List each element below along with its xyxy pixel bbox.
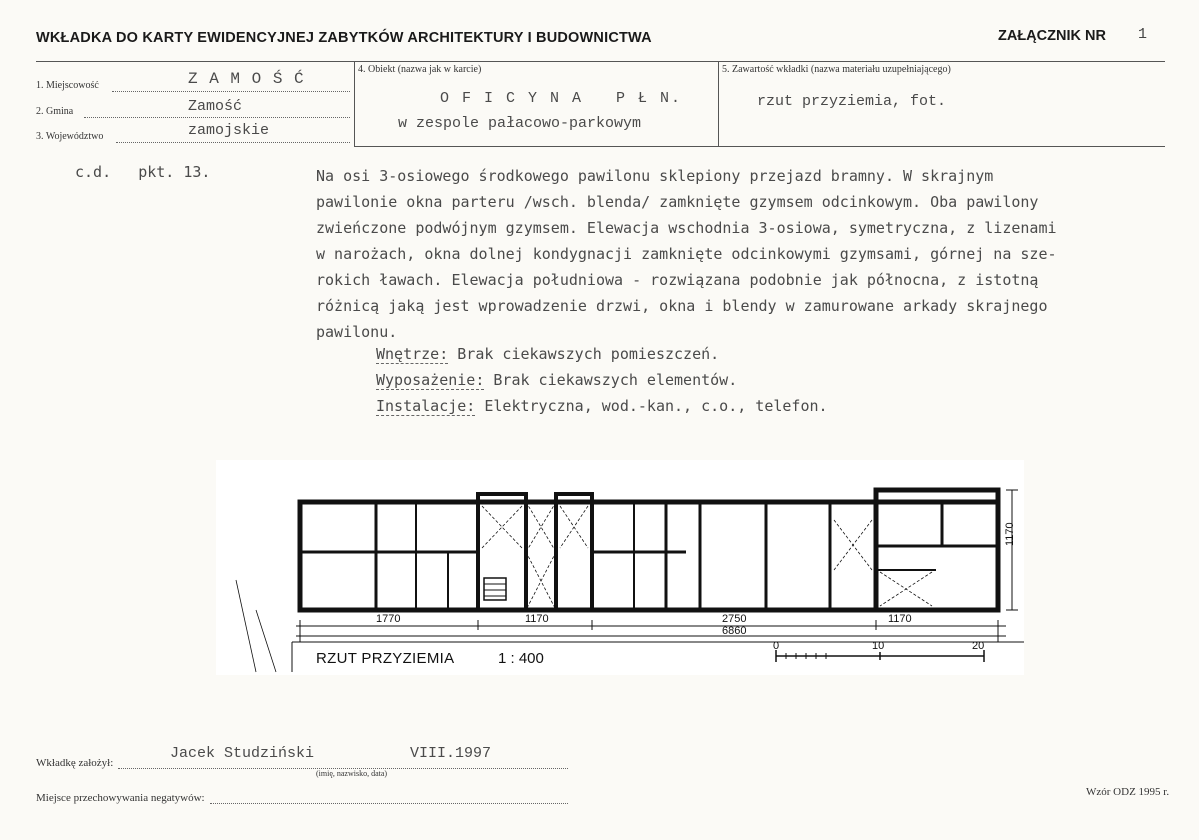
miejscowosc-dots xyxy=(112,91,350,92)
author-hint: (imię, nazwisko, data) xyxy=(316,769,388,778)
dimension-label: 1170 xyxy=(525,613,549,625)
wnetrze-value: Brak ciekawszych pomieszczeń. xyxy=(448,345,720,363)
obiekt-value-context: w zespole pałacowo-parkowym xyxy=(398,115,642,132)
plan-title: RZUT PRZYZIEMIA xyxy=(316,650,455,667)
obiekt-value-name: O F I C Y N A P Ł N. xyxy=(440,90,683,107)
wnetrze-line xyxy=(376,345,719,363)
author-label: Wkładkę założył: xyxy=(36,757,114,769)
description-line: zwieńczone podwójnym gzymsem. Elewacja wschodnia 3-osiowa, symetryczna, z lizenami xyxy=(316,219,1057,237)
storage-dots xyxy=(210,803,568,804)
wyposazenie-value: Brak ciekawszych elementów. xyxy=(484,371,738,389)
description-line: pawilonu. xyxy=(316,323,398,341)
gmina-dots xyxy=(84,117,350,118)
storage-label: Miejsce przechowywania negatywów: xyxy=(36,792,205,804)
instalacje-value: Elektryczna, wod.-kan., c.o., telefon. xyxy=(475,397,828,415)
gmina-value: Zamość xyxy=(188,98,243,115)
wyposazenie-label: Wyposażenie: xyxy=(376,371,485,389)
zawartosc-label: 5. Zawartość wkładki (nazwa materiału uzupełniającego) xyxy=(722,64,951,75)
card-title: WKŁADKA DO KARTY EWIDENCYJNEJ ZABYTKÓW ARCHITEKTURY I BUDOWNICTWA xyxy=(36,30,652,46)
dimension-label: 1770 xyxy=(376,613,401,625)
form-top-line xyxy=(36,61,1165,62)
dimension-height-label: 1170 xyxy=(1004,522,1016,546)
dimension-label: 2750 xyxy=(722,613,747,625)
wyposazenie-line xyxy=(376,371,737,389)
zawartosc-value: rzut przyziemia, fot. xyxy=(757,93,947,110)
form-id: Wzór ODZ 1995 r. xyxy=(1086,786,1170,798)
continuation-ref: c.d. pkt. 13. xyxy=(75,163,211,181)
scale-bar-label: 10 xyxy=(872,640,885,652)
instalacje-line xyxy=(376,397,828,415)
dimension-label: 1170 xyxy=(888,613,912,625)
form-bottom-line xyxy=(354,146,1165,147)
floor-plan-drawing xyxy=(216,460,1024,675)
dimension-total-label: 6860 xyxy=(722,625,747,637)
annex-number: 1 xyxy=(1138,26,1148,43)
floor-plan xyxy=(216,460,1024,675)
form-divider-1 xyxy=(354,61,355,146)
wnetrze-label: Wnętrze: xyxy=(376,345,449,363)
description-line: różnicą jaką jest wprowadzenie drzwi, okna i blendy w zamurowane arkady skrajnego xyxy=(316,297,1048,315)
description-line: w narożach, okna dolnej kondygnacji zamknięte odcinkowymi gzymsami, górnej na sze- xyxy=(316,245,1057,263)
author-value: Jacek Studziński xyxy=(170,745,315,762)
annex-label: ZAŁĄCZNIK NR xyxy=(998,28,1106,44)
instalacje-label: Instalacje: xyxy=(376,397,476,415)
wojewodztwo-dots xyxy=(116,142,350,143)
form-divider-2 xyxy=(718,61,719,146)
scale-bar-label: 0 xyxy=(773,640,780,652)
description-text xyxy=(316,163,1176,345)
description-line: Na osi 3-osiowego środkowego pawilonu sklepiony przejazd bramny. W skrajnym xyxy=(316,167,994,185)
gmina-label: 2. Gmina xyxy=(36,106,74,117)
wojewodztwo-label: 3. Województwo xyxy=(36,131,104,142)
plan-scale: 1 : 400 xyxy=(498,650,544,667)
description-line: rokich ławach. Elewacja południowa - rozwiązana podobnie jak północna, z istotną xyxy=(316,271,1039,289)
scale-bar-label: 20 xyxy=(972,640,985,652)
date-value: VIII.1997 xyxy=(410,745,492,762)
wojewodztwo-value: zamojskie xyxy=(188,122,270,139)
description-line: pawilonie okna parteru /wsch. blenda/ zamknięte gzymsem odcinkowym. Oba pawilony xyxy=(316,193,1039,211)
miejscowosc-label: 1. Miejscowość xyxy=(36,80,99,91)
obiekt-label: 4. Obiekt (nazwa jak w karcie) xyxy=(358,64,482,75)
miejscowosc-value: Z A M O Ś Ć xyxy=(188,70,305,88)
